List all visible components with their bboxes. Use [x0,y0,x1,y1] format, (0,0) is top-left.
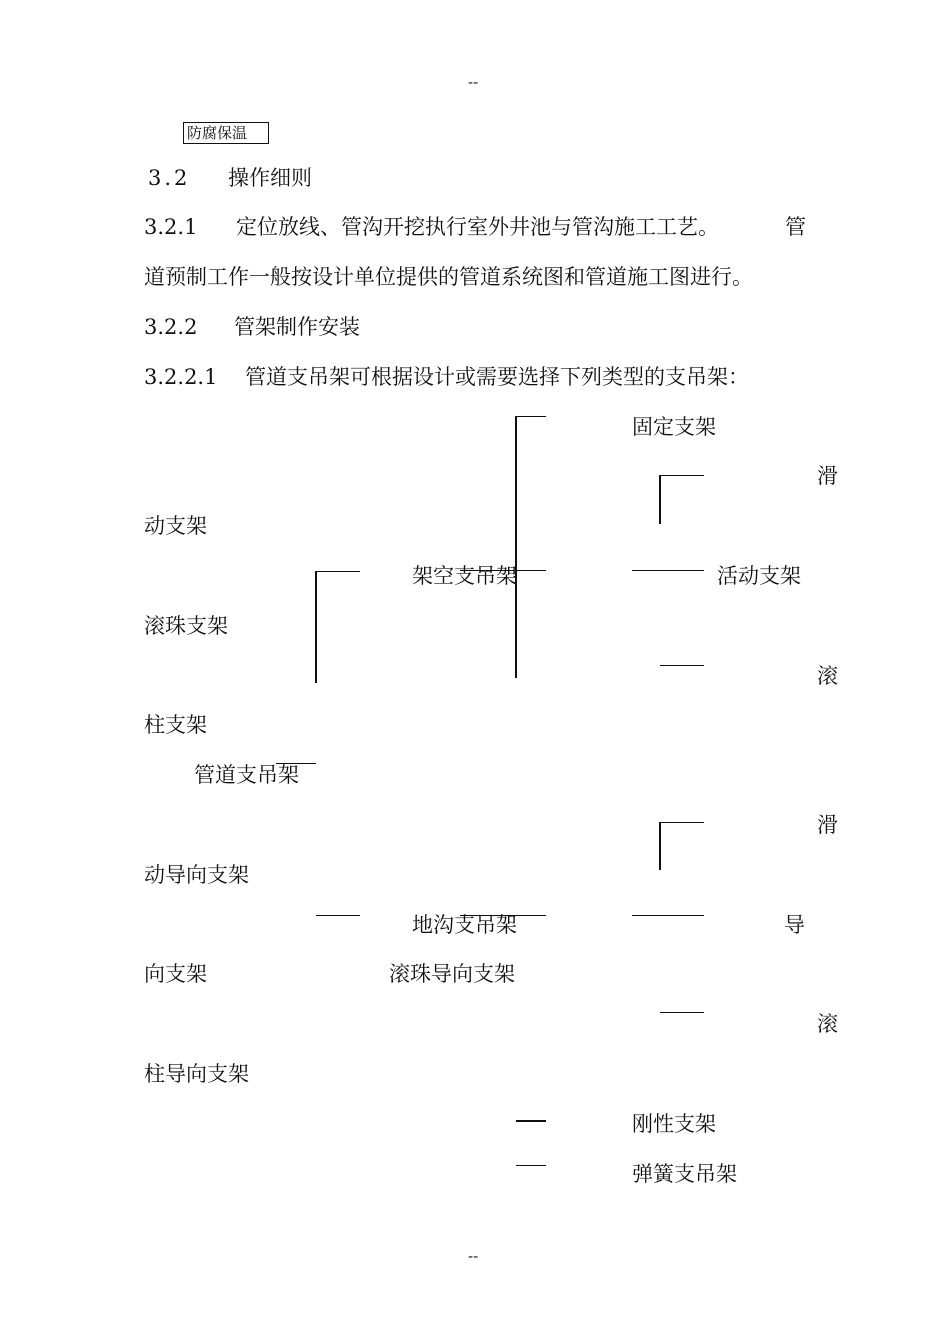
tree-label-trench: 地沟支吊架 [412,913,517,937]
connector-to-rigid [516,1120,546,1122]
section-number: 3.2 [148,166,191,190]
connector-root-vertical [315,571,317,683]
tree-label-ball-support: 滚珠支架 [144,614,228,638]
page-header-mark: -- [468,73,479,91]
page-footer-mark: -- [468,1247,479,1265]
tree-label-guide-b: 向支架 [144,962,207,986]
boxed-label: 防腐保温 [183,122,269,144]
tree-label-guide-a: 导 [784,913,805,937]
tree-label-roller-b: 柱支架 [144,713,207,737]
tree-label-roller-guide-b: 柱导向支架 [144,1062,249,1086]
connector-root-stub [276,763,316,764]
tree-label-ball-guide: 滚珠导向支架 [389,962,515,986]
tree-label-overhead: 架空支吊架 [412,564,517,588]
tree-label-roller-guide-a: 滚 [817,1012,838,1036]
connector-to-roller-guide [660,1012,704,1013]
connector-sliding-vertical [659,475,661,524]
connector-to-slide-guide [660,822,704,823]
connector-to-movable [632,570,704,571]
tree-label-fixed: 固定支架 [632,415,716,439]
clause-number-3-2-2-1: 3.2.2.1 [144,365,218,389]
tree-label-slide-guide-b: 动导向支架 [144,863,249,887]
section-title: 操作细则 [228,166,312,190]
tree-label-sliding-b: 动支架 [144,514,207,538]
connector-overhead-vertical [515,416,517,678]
clause-text-line2: 道预制工作一般按设计单位提供的管道系统图和管道施工图进行。 [144,265,753,289]
connector-slide-guide-vertical [659,822,661,870]
clause-text-3-2-2-1: 管道支吊架可根据设计或需要选择下列类型的支吊架： [245,365,749,389]
tree-label-movable: 活动支架 [717,564,801,588]
connector-to-trench [316,915,360,916]
tree-label-spring: 弹簧支吊架 [632,1162,737,1186]
clause-number-3-2-2: 3.2.2 [144,315,198,339]
connector-to-fixed [516,416,546,417]
clause-title-3-2-2: 管架制作安装 [234,315,360,339]
connector-overhead-mid [460,570,546,571]
tree-label-rigid: 刚性支架 [632,1112,716,1136]
tree-label-slide-guide-a: 滑 [817,813,838,837]
tree-label-sliding-a: 滑 [817,464,838,488]
clause-text-line1-tail: 管 [785,215,806,239]
connector-to-overhead [316,571,360,572]
connector-to-sliding [660,475,704,476]
connector-to-guide [632,915,704,916]
connector-to-spring [516,1165,546,1166]
connector-to-roller [660,665,704,666]
clause-text-line1: 定位放线、管沟开挖执行室外井池与管沟施工工艺。 [236,215,719,239]
tree-label-root: 管道支吊架 [194,763,299,787]
clause-number-3-2-1: 3.2.1 [144,215,198,239]
connector-trench-mid [460,915,546,916]
tree-label-roller-a: 滚 [817,664,838,688]
